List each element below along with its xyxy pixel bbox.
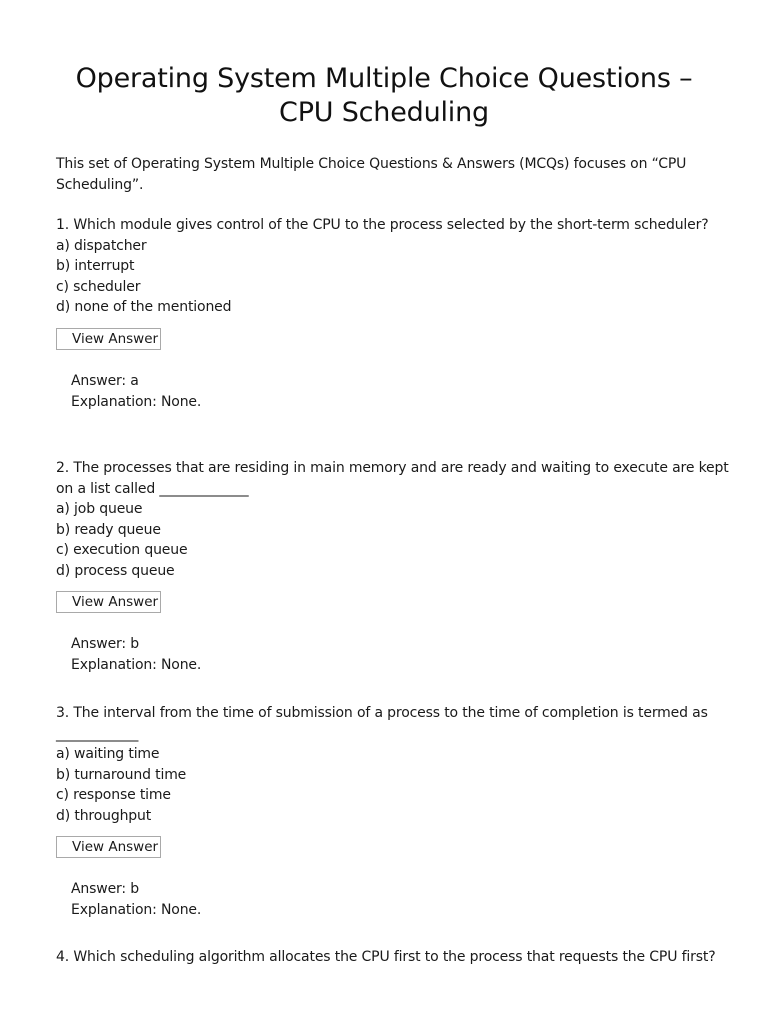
question-3-option-a: a) waiting time [56, 746, 160, 762]
answer-2: Answer: b [71, 636, 140, 652]
answer-block-1 [71, 371, 731, 412]
page-title-line-2: CPU Scheduling [279, 97, 489, 128]
question-3-text-line-1: 3. The interval from the time of submission of a process to the time of completion is termed as [56, 705, 708, 721]
answer-1: Answer: a [71, 373, 139, 389]
question-1-option-c: c) scheduler [56, 278, 141, 295]
question-3-option-b: b) turnaround time [56, 766, 187, 783]
explanation-1: Explanation: None. [71, 393, 202, 410]
question-3-option-d: d) throughput [56, 807, 152, 824]
question-1-option-d: d) none of the mentioned [56, 299, 232, 315]
answer-block-3 [71, 879, 731, 920]
explanation-2: Explanation: None. [71, 656, 202, 673]
question-3-text-line-2: ____________ [56, 725, 139, 742]
question-2-option-a: a) job queue [56, 501, 143, 517]
question-4-text: 4. Which scheduling algorithm allocates the CPU first to the process that requests the CPU first? [56, 949, 716, 965]
view-answer-button-2[interactable]: View Answer [56, 591, 161, 613]
question-1-option-a: a) dispatcher [56, 237, 147, 254]
question-2-option-b: b) ready queue [56, 521, 161, 538]
question-1 [56, 215, 736, 318]
question-1-option-b: b) interrupt [56, 258, 135, 274]
question-2-text-line-2: on a list called _____________ [56, 480, 249, 497]
intro-paragraph [56, 154, 736, 195]
question-2-option-c: c) execution queue [56, 542, 188, 558]
question-1-text: 1. Which module gives control of the CPU to the process selected by the short-term scheduler? [56, 217, 709, 233]
answer-3: Answer: b [71, 881, 140, 897]
answer-block-2 [71, 634, 731, 675]
question-3-option-c: c) response time [56, 787, 171, 803]
explanation-3: Explanation: None. [71, 901, 202, 918]
page-title-line-1: Operating System Multiple Choice Questions – [75, 63, 693, 94]
question-4 [56, 947, 736, 968]
question-2-text-line-1: 2. The processes that are residing in main memory and are ready and waiting to execute are kept [56, 460, 729, 476]
intro-line-2: Scheduling”. [56, 176, 144, 193]
intro-line-1: This set of Operating System Multiple Choice Questions & Answers (MCQs) focuses on “CPU [56, 156, 687, 172]
question-3 [56, 703, 736, 826]
question-2 [56, 458, 736, 581]
view-answer-button-1[interactable]: View Answer [56, 328, 161, 350]
view-answer-button-3[interactable]: View Answer [56, 836, 161, 858]
question-2-option-d: d) process queue [56, 562, 175, 579]
page-title [20, 62, 748, 130]
